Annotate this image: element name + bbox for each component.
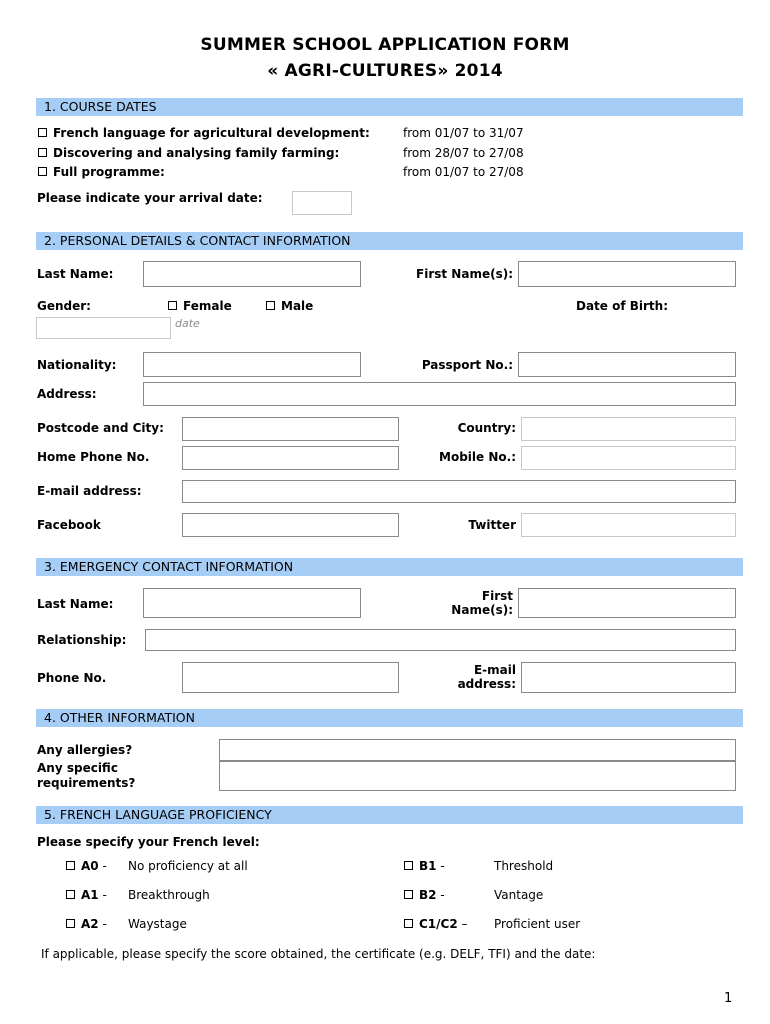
email-label: E-mail address: — [37, 484, 142, 498]
form-title-line1: SUMMER SCHOOL APPLICATION FORM — [200, 35, 570, 55]
emergency-phone-input[interactable] — [182, 662, 399, 693]
section3-heading: 3. EMERGENCY CONTACT INFORMATION — [36, 558, 743, 576]
allergies-input[interactable] — [219, 739, 736, 761]
form-title-line2: « AGRI-CULTURES» 2014 — [267, 61, 503, 81]
mobile-label: Mobile No.: — [439, 450, 516, 464]
page-number: 1 — [724, 991, 733, 1006]
checkbox[interactable] — [66, 919, 75, 928]
postcode-city-input[interactable] — [182, 417, 399, 441]
nationality-input[interactable] — [143, 352, 361, 377]
nationality-label: Nationality: — [37, 358, 117, 372]
emergency-first-names-label: First Name(s): — [451, 589, 513, 617]
emergency-email-input[interactable] — [521, 662, 736, 693]
emergency-last-name-label: Last Name: — [37, 597, 114, 611]
allergies-label: Any allergies? — [37, 743, 133, 757]
level-option-a0[interactable]: A0 - — [66, 859, 107, 873]
home-phone-label: Home Phone No. — [37, 450, 150, 464]
first-names-input[interactable] — [518, 261, 736, 287]
last-name-input[interactable] — [143, 261, 361, 287]
section1-heading: 1. COURSE DATES — [36, 98, 743, 116]
level-option-a1[interactable]: A1 - — [66, 888, 107, 902]
facebook-input[interactable] — [182, 513, 399, 537]
emergency-email-label: E-mail address: — [457, 663, 516, 691]
twitter-label: Twitter — [468, 518, 516, 532]
section2-heading: 2. PERSONAL DETAILS & CONTACT INFORMATION — [36, 232, 743, 250]
email-input[interactable] — [182, 480, 736, 503]
level-desc-b1: Threshold — [494, 859, 554, 873]
checkbox[interactable] — [168, 301, 177, 310]
checkbox[interactable] — [66, 861, 75, 870]
level-option-c1c2[interactable]: C1/C2 – — [404, 917, 468, 931]
passport-input[interactable] — [518, 352, 736, 377]
gender-label: Gender: — [37, 299, 91, 313]
first-names-label: First Name(s): — [416, 267, 513, 281]
emergency-first-names-input[interactable] — [518, 588, 736, 618]
checkbox[interactable] — [38, 167, 47, 176]
relationship-input[interactable] — [145, 629, 736, 651]
level-desc-a1: Breakthrough — [128, 888, 210, 902]
gender-female-option[interactable]: Female — [168, 299, 232, 313]
checkbox[interactable] — [38, 148, 47, 157]
course-dates-farming: from 28/07 to 27/08 — [403, 146, 524, 160]
mobile-input[interactable] — [521, 446, 736, 470]
level-desc-b2: Vantage — [494, 888, 544, 902]
last-name-label: Last Name: — [37, 267, 114, 281]
requirements-label: Any specific requirements? — [37, 761, 136, 790]
country-input[interactable] — [521, 417, 736, 441]
arrival-date-label: Please indicate your arrival date: — [37, 191, 263, 205]
checkbox[interactable] — [404, 919, 413, 928]
twitter-input[interactable] — [521, 513, 736, 537]
requirements-input[interactable] — [219, 761, 736, 791]
course-option-full[interactable]: Full programme: — [38, 165, 165, 179]
checkbox[interactable] — [404, 861, 413, 870]
score-note: If applicable, please specify the score obtained, the certificate (e.g. DELF, TFI) and the date: — [41, 947, 596, 961]
date-of-birth-label: Date of Birth: — [576, 299, 669, 313]
home-phone-input[interactable] — [182, 446, 399, 470]
course-dates-full: from 01/07 to 27/08 — [403, 165, 524, 179]
facebook-label: Facebook — [37, 518, 101, 532]
level-option-b2[interactable]: B2 - — [404, 888, 445, 902]
level-desc-a0: No proficiency at all — [128, 859, 248, 873]
date-placeholder: date — [175, 317, 200, 330]
course-dates-french: from 01/07 to 31/07 — [403, 126, 524, 140]
emergency-last-name-input[interactable] — [143, 588, 361, 618]
address-label: Address: — [37, 387, 97, 401]
section4-heading: 4. OTHER INFORMATION — [36, 709, 743, 727]
level-option-b1[interactable]: B1 - — [404, 859, 445, 873]
checkbox[interactable] — [38, 128, 47, 137]
level-desc-a2: Waystage — [128, 917, 187, 931]
checkbox[interactable] — [266, 301, 275, 310]
postcode-city-label: Postcode and City: — [37, 421, 164, 435]
address-input[interactable] — [143, 382, 736, 406]
relationship-label: Relationship: — [37, 633, 127, 647]
course-option-french[interactable]: French language for agricultural development: — [38, 126, 370, 140]
emergency-phone-label: Phone No. — [37, 671, 107, 685]
level-option-a2[interactable]: A2 - — [66, 917, 107, 931]
level-desc-c1c2: Proficient user — [494, 917, 581, 931]
course-option-farming[interactable]: Discovering and analysing family farming: — [38, 146, 339, 160]
date-of-birth-input[interactable] — [36, 317, 171, 339]
country-label: Country: — [457, 421, 516, 435]
section5-heading: 5. FRENCH LANGUAGE PROFICIENCY — [36, 806, 743, 824]
gender-male-option[interactable]: Male — [266, 299, 313, 313]
passport-label: Passport No.: — [421, 358, 513, 372]
checkbox[interactable] — [66, 890, 75, 899]
arrival-date-input[interactable] — [292, 191, 352, 215]
checkbox[interactable] — [404, 890, 413, 899]
french-level-prompt: Please specify your French level: — [37, 835, 260, 849]
